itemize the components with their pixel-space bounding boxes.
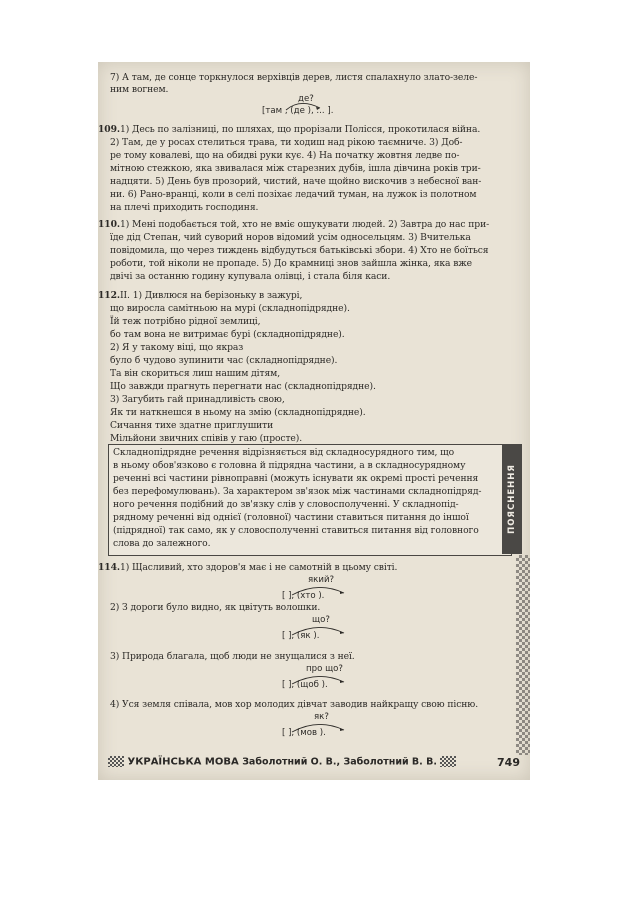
- scheme-formula: [ ], (щоб ).: [282, 680, 328, 690]
- ex112-line: Що завжди прагнуть перегнати нас (складнопідрядне).: [110, 381, 376, 392]
- ex114-sentence-2: 2) З дороги було видно, як цвітуть волошки.: [110, 602, 321, 613]
- explanation-line: (підрядної) так само, як у словосполученні ставиться питання від головного: [113, 525, 479, 536]
- ex114-sentence-3: 3) Природа благала, щоб люди не знущалися з неї.: [110, 651, 355, 662]
- scheme-question: який?: [308, 575, 335, 585]
- footer-book-title: УКРАЇНСЬКА МОВА: [127, 756, 239, 768]
- page-number: 749: [497, 756, 520, 769]
- ex114-sentence-4: 4) Уся земля співала, мов хор молодих дівчат заводив найкращу свою пісню.: [110, 699, 479, 710]
- ex112-line: бо там вона не витримає бурі (складнопідрядне).: [110, 329, 345, 340]
- ex110-line: роботи, той ніколи не пропаде. 5) До крамниці знов зайшла жінка, яка вже: [110, 258, 473, 269]
- ex7-scheme-question: де?: [298, 94, 314, 104]
- ex7-line-2: ним вогнем.: [110, 84, 169, 95]
- ex7-scheme: [258, 92, 368, 118]
- ex112-line: Та він скориться лиш нашим дітям,: [110, 368, 281, 379]
- footer-authors: Заболотний О. В., Заболотний В. В.: [242, 756, 437, 768]
- ex112-line: Їй теж потрібно рідної землиці,: [110, 316, 261, 327]
- ex112-line: Як ти наткнешся в ньому на змію (складнопідрядне).: [110, 407, 366, 418]
- book-page: [98, 62, 530, 780]
- ex7-scheme-formula: [там , (де ), ... ].: [262, 106, 334, 116]
- ex114-scheme-4: [278, 712, 388, 742]
- ex112-line: 3) Загубить гай принадливість свою,: [110, 394, 285, 405]
- ex112-line: 2) Я у такому віці, що якраз: [110, 342, 244, 353]
- explanation-line: Складнопідрядне речення відрізняється від складносурядного тим, що: [113, 447, 455, 458]
- footer-checker-left: [108, 756, 124, 767]
- explanation-line: реченні всі частини рівноправні (можуть існувати як окремі прості речення: [113, 473, 479, 484]
- explanation-line: ного речення подібний до зв'язку слів у словосполученні. У складнопід-: [113, 499, 459, 510]
- ex112-line: було б чудово зупинити час (складнопідрядне).: [110, 355, 338, 366]
- ex110-line: двічі за останню годину купувала олівці, і стала біля каси.: [110, 271, 391, 282]
- ex110-line: 1) Мені подобається той, хто не вміє ошукувати людей. 2) Завтра до нас при-: [120, 219, 490, 230]
- ex109-line: 2) Там, де у росах стелиться трава, ти ходиш над рікою таємниче. 3) Доб-: [110, 137, 463, 148]
- scheme-question: що?: [312, 615, 330, 625]
- explanation-line: без перефомулювань). За характером зв'язок між частинами складнопідряд-: [113, 486, 482, 497]
- ex110-line: повідомила, що через тиждень відбудуться батьківські збори. 4) Хто не боїться: [110, 245, 489, 256]
- ex109-line: надцяти. 5) День був прозорий, чистий, наче щойно вискочив з небесної ван-: [110, 176, 482, 187]
- scheme-question: як?: [314, 712, 329, 722]
- ex109-line: мітною стежкою, яка звивалася між старезних дубів, ішла дівчина років три-: [110, 163, 481, 174]
- footer-checker-right: [440, 756, 456, 767]
- page-footer: [108, 756, 522, 774]
- ex109-line: 1) Десь по залізниці, по шляхах, що прорізали Полісся, прокотилася війна.: [120, 124, 481, 135]
- explanation-line: рядному реченні від однієї (головної) частини ставиться питання до іншої: [113, 512, 469, 523]
- ex112-line: II. 1) Дивлюся на берізоньку в зажурі,: [120, 290, 303, 301]
- explanation-tab: [502, 444, 522, 554]
- ex112-line: Сичання тихе здатне приглушити: [110, 420, 274, 431]
- ex114-scheme-1: [278, 575, 388, 605]
- ex110-number: 110.: [98, 219, 120, 230]
- scheme-formula: [ ], (як ).: [282, 631, 320, 641]
- ex112-line: Мільйони звичних співів у гаю (просте).: [110, 433, 303, 444]
- ex109-number: 109.: [98, 124, 120, 135]
- explanation-line: слова до залежного.: [113, 538, 211, 549]
- scheme-formula: [ ], (хто ).: [282, 591, 325, 601]
- ex114-sentence-1: 1) Щасливий, хто здоров'я має і не самотній в цьому світі.: [120, 562, 398, 573]
- explanation-tab-label: ПОЯСНЕННЯ: [507, 464, 517, 534]
- ex109-line: на плечі приходить господиня.: [110, 202, 259, 213]
- decorative-checker-strip: [516, 555, 530, 755]
- explanation-box: [108, 444, 512, 556]
- ex112-line: що виросла самітньою на мурі (складнопідрядне).: [110, 303, 350, 314]
- ex114-scheme-3: [278, 664, 388, 694]
- ex114-scheme-2: [278, 615, 388, 645]
- scheme-formula: [ ], (мов ).: [282, 728, 326, 738]
- explanation-line: в ньому обов'язково є головна й підрядна частини, а в складносурядному: [113, 460, 466, 471]
- ex109-line: ни. 6) Рано-вранці, коли в селі позіхає ледачий туман, на лужок із полотном: [110, 189, 477, 200]
- ex109-line: ре тому ковалеві, що на обидві руки кує. 4) На початку жовтня ледве по-: [110, 150, 460, 161]
- ex112-number: 112.: [98, 290, 120, 301]
- ex114-number: 114.: [98, 562, 120, 573]
- ex7-line-1: 7) А там, де сонце торкнулося верхівців дерев, листя спалахнуло злато-зеле-: [110, 72, 478, 83]
- scheme-question: про що?: [306, 664, 343, 674]
- ex110-line: їде дід Степан, чий суворий норов відомий усім односельцям. 3) Вчителька: [110, 232, 471, 243]
